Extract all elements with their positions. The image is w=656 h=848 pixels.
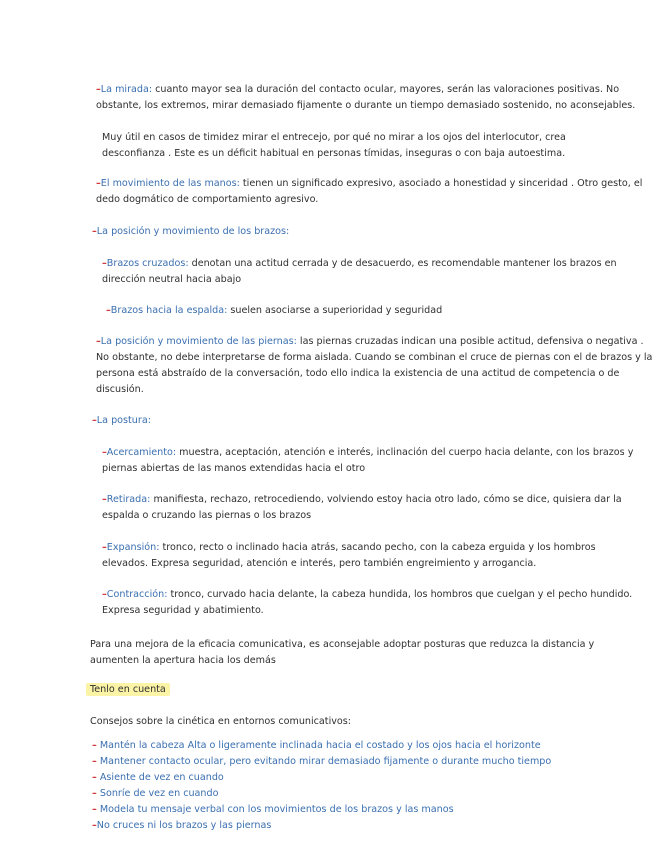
- term-label: La posición y movimiento de las piernas:: [100, 336, 297, 347]
- highlight-label: Tenlo en cuenta: [86, 683, 170, 696]
- paragraph-text: Para una mejora de la eficacia comunicativa, es aconsejable adoptar posturas que reduzca la distancia y aumenten la apertura hacia los demás: [90, 639, 595, 666]
- dash-marker: –: [102, 258, 107, 269]
- dash-marker: –: [96, 336, 101, 347]
- tip-item: [92, 802, 632, 818]
- dash-marker: –: [102, 542, 107, 553]
- term-label: Retirada:: [106, 494, 151, 505]
- paragraph-text: tienen un significado expresivo, asociado a honestidad y sinceridad . Otro gesto, el dedo dogmático de comportamiento agresivo.: [96, 178, 643, 205]
- heading-brazos: [92, 224, 652, 240]
- dash-marker: –: [106, 305, 111, 316]
- term-label: La posición y movimiento de los brazos:: [96, 226, 290, 237]
- dash-marker: –: [92, 740, 97, 751]
- paragraph-eficacia: [90, 637, 622, 669]
- paragraph-text: manifiesta, rechazo, retrocediendo, volviendo estoy hacia otro lado, cómo se dice, quisiera dar la espalda o cruzando las piernas o los brazos: [102, 494, 622, 521]
- dash-marker: –: [102, 589, 107, 600]
- term-label: Expansión:: [106, 542, 160, 553]
- paragraph-mirada: [96, 82, 656, 114]
- tip-item: [92, 786, 632, 802]
- term-label: Acercamiento:: [106, 447, 177, 458]
- paragraph-text: Muy útil en casos de timidez mirar el entrecejo, por qué no mirar a los ojos del interlocutor, crea desconfianza . Este es un déficit habitual en personas tímidas, inseguras o con baja autoestima.: [102, 132, 566, 159]
- paragraph-text: muestra, aceptación, atención e interés, inclinación del cuerpo hacia delante, con los brazos y piernas abiertas de las manos extendidas hacia el otro: [102, 447, 634, 474]
- term-label: Brazos cruzados:: [106, 258, 189, 269]
- term-label: Brazos hacia la espalda:: [110, 305, 228, 316]
- paragraph-text: denotan una actitud cerrada y de desacuerdo, es recomendable mantener los brazos en dirección neutral hacia abajo: [102, 258, 617, 285]
- tips-list: [92, 738, 632, 834]
- dash-marker: –: [102, 447, 107, 458]
- dash-marker: –: [92, 804, 97, 815]
- paragraph-brazos-cruzados: [102, 256, 646, 288]
- paragraph-brazos-espalda: [106, 303, 646, 319]
- paragraph-manos: [96, 176, 656, 208]
- tip-text: Modela tu mensaje verbal con los movimientos de los brazos y las manos: [99, 804, 454, 815]
- term-label: La postura:: [96, 415, 151, 426]
- paragraph-piernas: [96, 334, 656, 398]
- paragraph-retirada: [102, 492, 656, 524]
- paragraph-acercamiento: [102, 445, 656, 477]
- tip-text: Mantener contacto ocular, pero evitando mirar demasiado fijamente o durante mucho tiempo: [99, 756, 552, 767]
- tip-text: Asiente de vez en cuando: [99, 772, 224, 783]
- term-label: La mirada:: [100, 84, 153, 95]
- dash-marker: –: [102, 494, 107, 505]
- paragraph-expansion: [102, 540, 632, 572]
- tips-intro: Consejos sobre la cinética en entornos comunicativos:: [90, 716, 352, 727]
- term-label: El movimiento de las manos:: [100, 178, 240, 189]
- paragraph-text: cuanto mayor sea la duración del contacto ocular, mayores, serán las valoraciones positivas. No obstante, los extremos, mirar demasiado fijamente o durante un tiempo demasiado sostenido, no aconsejables.: [96, 84, 636, 111]
- highlight-callout: [86, 682, 170, 698]
- dash-marker: –: [92, 756, 97, 767]
- paragraph-mirada-note: [102, 130, 612, 162]
- dash-marker: –: [92, 772, 97, 783]
- dash-marker: –: [92, 415, 97, 426]
- paragraph-text: las piernas cruzadas indican una posible actitud, defensiva o negativa . No obstante, no debe interpretarse de forma aislada. Cuando se combinan el cruce de piernas con el de brazos y la persona está abstraído de la conversación, todo ello indica la existencia de una actitud de competencia o de discusión.: [96, 336, 653, 395]
- heading-postura: [92, 413, 652, 429]
- paragraph-contraccion: [102, 587, 656, 619]
- tip-text: Mantén la cabeza Alta o ligeramente inclinada hacia el costado y los ojos hacia el horizonte: [99, 740, 541, 751]
- tip-item: [92, 754, 632, 770]
- dash-marker: –: [92, 820, 97, 831]
- dash-marker: –: [92, 788, 97, 799]
- paragraph-text: suelen asociarse a superioridad y seguridad: [227, 305, 443, 316]
- tip-item: [92, 818, 632, 834]
- dash-marker: –: [96, 84, 101, 95]
- dash-marker: –: [92, 226, 97, 237]
- paragraph-text: tronco, recto o inclinado hacia atrás, sacando pecho, con la cabeza erguida y los hombros elevados. Expresa seguridad, atención e interés, pero también engreimiento y arrogancia.: [102, 542, 596, 569]
- tip-item: [92, 770, 632, 786]
- tip-text: No cruces ni los brazos y las piernas: [96, 820, 272, 831]
- tip-text: Sonríe de vez en cuando: [99, 788, 219, 799]
- paragraph-text: tronco, curvado hacia delante, la cabeza hundida, los hombros que cuelgan y el pecho hundido. Expresa seguridad y abatimiento.: [102, 589, 633, 616]
- dash-marker: –: [96, 178, 101, 189]
- tip-item: [92, 738, 632, 754]
- term-label: Contracción:: [106, 589, 168, 600]
